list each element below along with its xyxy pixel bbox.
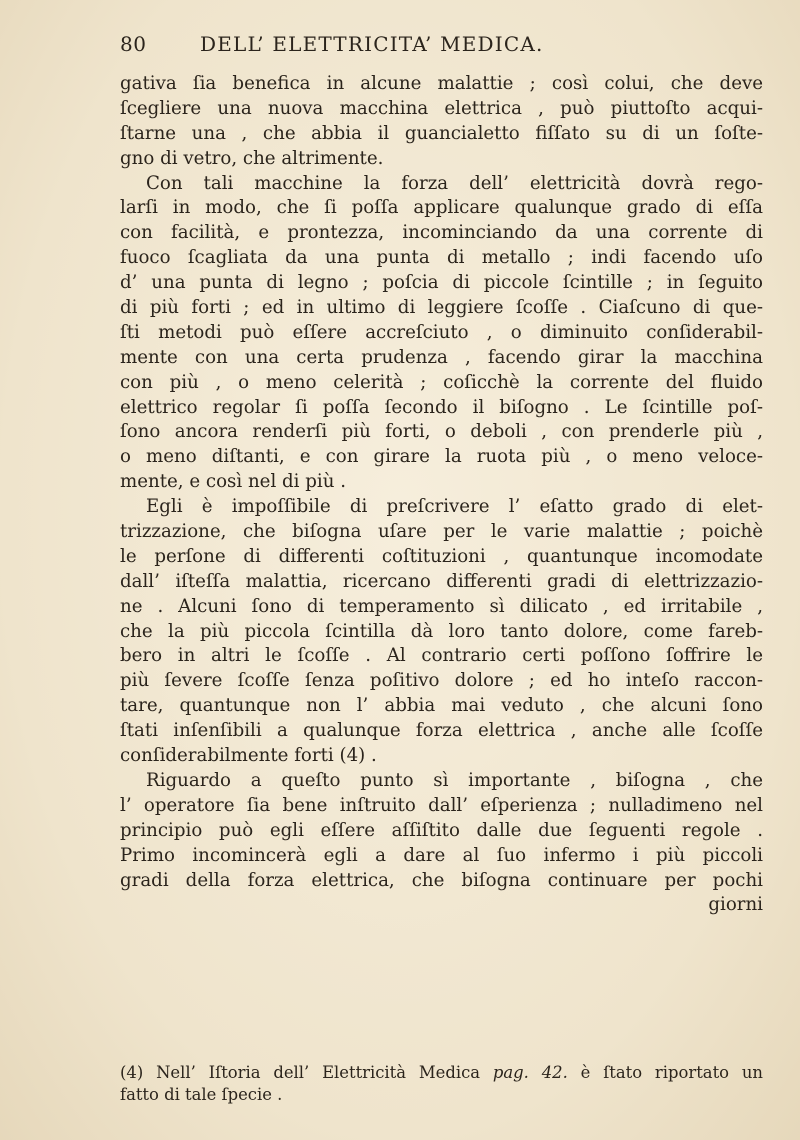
text-line: con facilità, e prontezza, incominciando da una corrente di	[120, 222, 763, 244]
text-line: conſiderabilmente forti (4) .	[120, 745, 377, 767]
text-line: le perſone di differenti coſtituzioni , quantunque incomodate	[120, 545, 763, 567]
text-line: di più forti ; ed in ultimo di leggiere ſcoſſe . Ciaſcuno di que-	[120, 297, 763, 319]
footnote-lead: (4) Nell’ Iſtoria dell’ Elettricità Medica	[120, 1063, 481, 1082]
page-header	[120, 30, 760, 60]
paragraph-start: Con tali macchine la forza dell’ elettricità dovrà rego-	[146, 172, 763, 194]
text-line: tare, quantunque non l’ abbia mai veduto , che alcuni ſono	[120, 695, 763, 717]
body-text	[120, 72, 763, 918]
text-line: fuoco ſcagliata da una punta di metallo ; indi facendo uſo	[120, 247, 763, 269]
paragraph-start: Egli è impoſſibile di preſcrivere l’ eſatto grado di elet-	[146, 496, 763, 518]
footnote	[120, 1062, 763, 1105]
footnote-line: fatto di tale ſpecie .	[120, 1084, 283, 1104]
text-line: più ſevere ſcoſſe ſenza poſitivo dolore ; ed ho inteſo raccon-	[120, 670, 763, 692]
text-line: trizzazione, che biſogna uſare per le varie malattie ; poichè	[120, 521, 763, 543]
text-line: ne . Alcuni ſono di temperamento sì dilicato , ed irritabile ,	[120, 595, 763, 617]
text-line: ſtati inſenſibili a qualunque forza elettrica , anche alle ſcoſſe	[120, 720, 763, 742]
text-line: con più , o meno celerità ; coſicchè la corrente del fluido	[120, 371, 763, 393]
text-line: mente con una certa prudenza , facendo girar la macchina	[120, 346, 763, 368]
text-line: bero in altri le ſcoſſe . Al contrario certi poſſono ſoffrire le	[120, 645, 763, 667]
text-line: gno di vetro, che altrimente.	[120, 147, 384, 169]
text-line: l’ operatore ſia bene inſtruito dall’ eſperienza ; nulladimeno nel	[120, 794, 763, 816]
text-line: gradi della forza elettrica, che biſogna continuare per pochi	[120, 869, 763, 891]
footnote-tail: è ſtato riportato un	[580, 1063, 763, 1082]
catchword: giorni	[708, 894, 763, 916]
text-line: Primo incomincerà egli a dare al ſuo infermo i più piccoli	[120, 844, 763, 866]
text-line: dall’ iſteſſa malattia, ricercano differenti gradi di elettrizzazio-	[120, 570, 763, 592]
page-number: 80	[120, 32, 147, 56]
text-line: d’ una punta di legno ; poſcia di piccole ſcintille ; in ſeguito	[120, 272, 763, 294]
text-line: elettrico regolar ſi poſſa ſecondo il biſogno . Le ſcintille poſ-	[120, 396, 763, 418]
footnote-page-ref: pag. 42.	[492, 1063, 568, 1082]
paragraph-start: Riguardo a queſto punto sì importante , biſogna , che	[146, 769, 763, 791]
footnote-line	[120, 1062, 763, 1084]
running-title: DELL’ ELETTRICITA’ MEDICA.	[200, 32, 544, 56]
text-line: ſono ancora renderſi più forti, o deboli , con prenderle più ,	[120, 421, 763, 443]
text-line: o meno diſtanti, e con girare la ruota più , o meno veloce-	[120, 446, 763, 468]
text-line: gativa ſia benefica in alcune malattie ; così colui, che deve	[120, 73, 763, 94]
text-line: ſcegliere una nuova macchina elettrica , può piuttoſto acqui-	[120, 97, 763, 119]
text-line: larſi in modo, che ſi poſſa applicare qualunque grado di eſſa	[120, 197, 763, 219]
text-line: principio può egli eſſere aſſiſtito dalle due ſeguenti regole .	[120, 819, 763, 841]
text-line: ſti metodi può eſſere accreſciuto , o diminuito conſiderabil-	[120, 321, 763, 343]
text-line: ſtarne una , che abbia il guancialetto fiſſato su di un ſoſte-	[120, 122, 763, 144]
text-line: che la più piccola ſcintilla dà loro tanto dolore, come fareb-	[120, 620, 763, 642]
text-line: mente, e così nel di più .	[120, 471, 347, 493]
